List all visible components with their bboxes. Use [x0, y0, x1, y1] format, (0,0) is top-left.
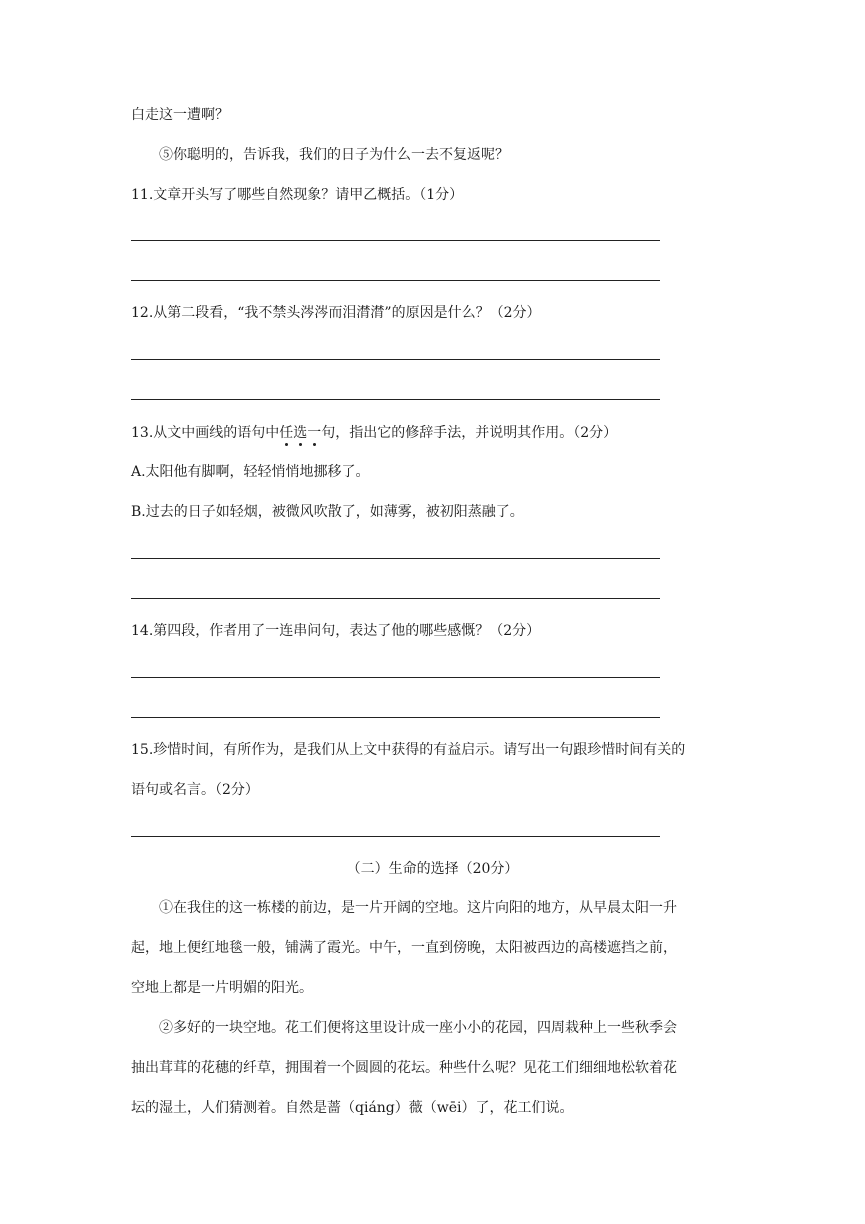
section-title: （二）生命的选择（20分）: [346, 861, 519, 877]
option-b: B.过去的日子如轻烟，被微风吹散了，如薄雾，被初阳蒸融了。: [131, 504, 524, 520]
emphasis-char: 任: [279, 425, 294, 441]
question-15-cont: 语句或名言。（2分）: [131, 782, 259, 798]
emphasis-char: 选: [293, 425, 308, 441]
paragraph-2-line: 抽出茸茸的花穗的纤草，拥围着一个圆圆的花坛。种些什么呢？见花工们细细地松软着花: [131, 1060, 677, 1076]
paragraph-1: ①在我住的这一栋楼的前边，是一片开阔的空地。这片向阳的地方，从早晨太阳一升: [159, 900, 677, 916]
answer-line[interactable]: [131, 359, 660, 360]
question-12: 12.从第二段看，“我不禁头涔涔而泪潸潸”的原因是什么？（2分）: [131, 305, 541, 321]
option-a: A.太阳他有脚啊，轻轻悄悄地挪移了。: [131, 464, 370, 480]
answer-line[interactable]: [131, 558, 660, 559]
answer-line[interactable]: [131, 280, 660, 281]
paragraph-2-line: 坛的湿土，人们猜测着。自然是蔷（qiáng）薇（wēi）了，花工们说。: [131, 1100, 574, 1116]
paragraph-1-line: 起，地上便红地毯一般，铺满了霞光。中午，一直到傍晚，太阳被西边的高楼遮挡之前，: [131, 940, 677, 956]
passage-line: 白走这一遭啊？: [131, 107, 229, 123]
paragraph-5: ⑤你聪明的，告诉我，我们的日子为什么一去不复返呢？: [159, 147, 509, 163]
question-11: 11.文章开头写了哪些自然现象？请甲乙概括。（1分）: [131, 187, 464, 203]
answer-line[interactable]: [131, 399, 660, 400]
emphasis-char: 一: [307, 425, 322, 441]
question-14: 14.第四段，作者用了一连串问句，表达了他的哪些感慨？（2分）: [131, 623, 541, 639]
answer-line[interactable]: [131, 836, 660, 837]
paragraph-2: ②多好的一块空地。花工们便将这里设计成一座小小的花园，四周栽种上一些秋季会: [159, 1020, 677, 1036]
answer-line[interactable]: [131, 717, 660, 718]
question-13-prefix: 13.从文中画线的语句中: [131, 425, 280, 441]
answer-line[interactable]: [131, 598, 660, 599]
paragraph-1-line: 空地上都是一片明媚的阳光。: [131, 980, 313, 996]
answer-line[interactable]: [131, 677, 660, 678]
answer-line[interactable]: [131, 240, 660, 241]
question-13-suffix: 句，指出它的修辞手法，并说明其作用。（2分）: [321, 425, 618, 441]
question-15: 15.珍惜时间，有所作为，是我们从上文中获得的有益启示。请写出一句跟珍惜时间有关的: [131, 742, 686, 758]
question-13: [131, 424, 617, 442]
